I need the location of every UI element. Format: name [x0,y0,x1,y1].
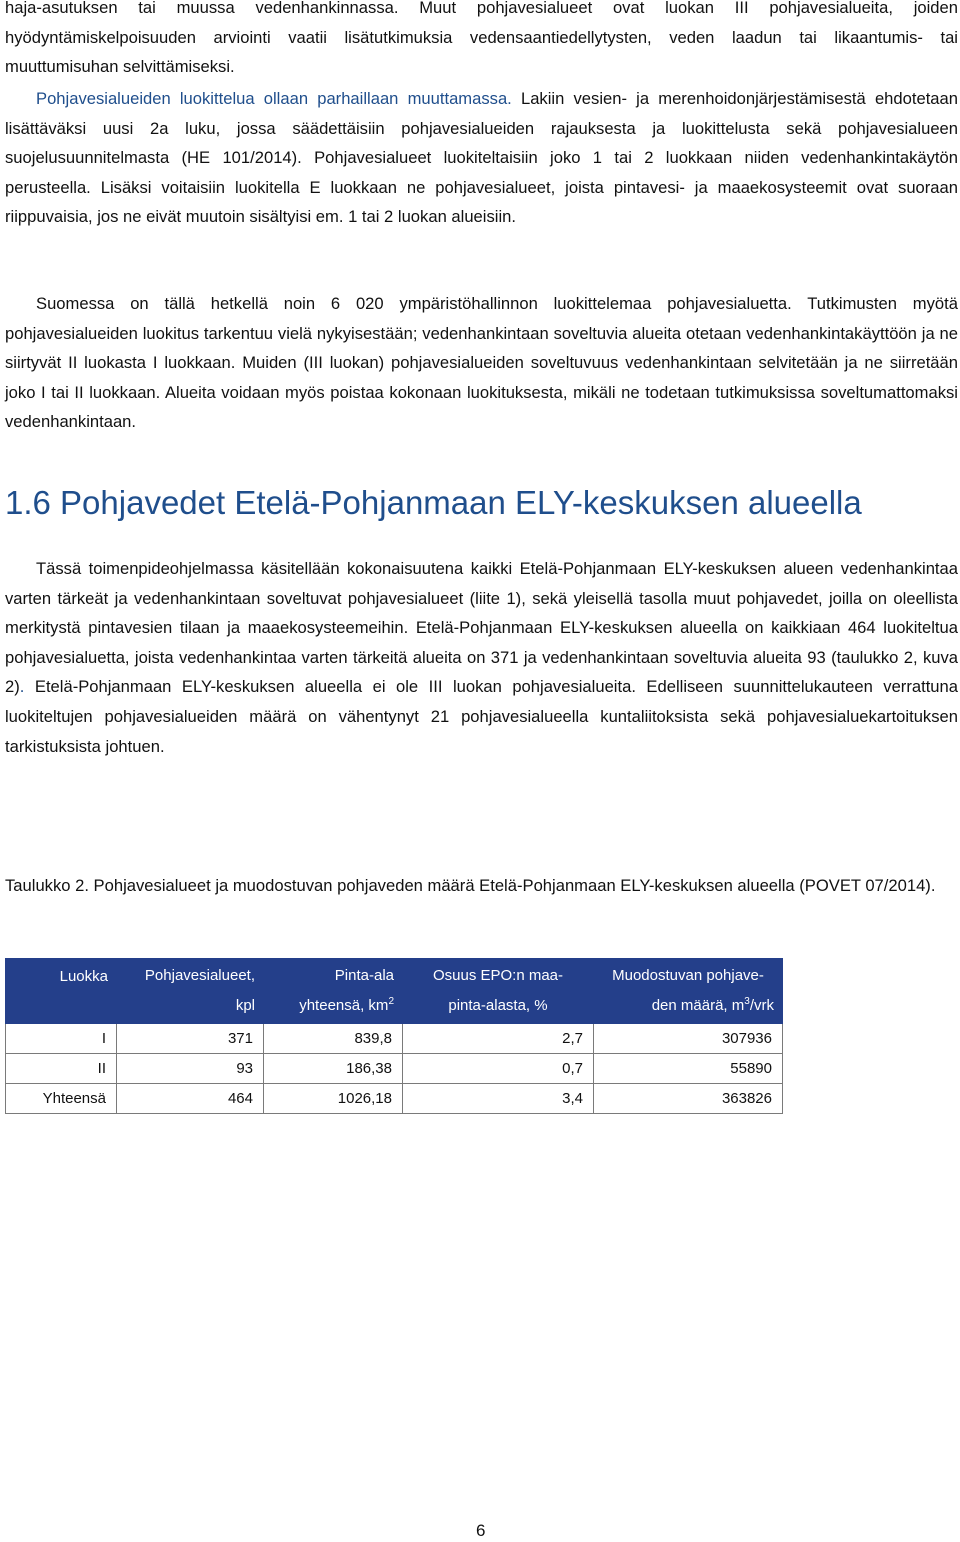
table-cell: 93 [117,1054,264,1084]
table-header-row [6,959,783,1024]
paragraph-4 [5,554,958,761]
paragraph-2-text: Lakiin vesien- ja merenhoidonjärjestämisestä ehdotetaan lisättäväksi uusi 2a luku, jossa säädettäisiin pohjavesialueiden rajauksesta ja luokittelusta sekä pohjavesialueen suojelusuunnitelmasta (HE 101/2014). Pohjavesialueet luokiteltaisiin joko 1 tai 2 luokkaan niiden vedenhankintakäytön perusteella. Lisäksi voitaisiin luokitella E luokkaan ne pohjavesialueet, joista pintavesi- ja maaekosysteemit ovat suoraan riippuvaisia, jos ne eivät muutoin sisältyisi em. 1 tai 2 luokan alueisiin. [5,89,958,227]
paragraph-3-text: Suomessa on tällä hetkellä noin 6 020 ympäristöhallinnon luokittelemaa pohjavesialuetta. Tutkimusten myötä pohjavesialueiden luokitus tarkentuu vielä nykyisestään; vedenhankintaan soveltuvia alueita otetaan vedenhankintakäyttöön ja ne siirtyvät II luokasta I luokkaan. Muiden (III luokan) pohjavesialueiden soveltuvuus vedenhankintaan selvitetään ja ne siirretään joko I tai II luokkaan. Alueita voidaan myös poistaa kokonaan luokituksesta, mikäli ne todetaan tutkimuksissa soveltumattomaksi vedenhankintaan. [5,294,958,432]
header-pinta-ala: Pinta-ala yhteensä, $km^2$ [264,959,403,1024]
table-cell: Yhteensä [6,1084,117,1114]
header-pohjavesialueet: Pohjavesialueet, kpl [117,959,264,1024]
header-osuus: Osuus EPO:n maa- pinta-alasta, % [403,959,594,1024]
table-cell: 1026,18 [264,1084,403,1114]
paragraph-1-text: haja-asutuksen tai muussa vedenhankinnassa. Muut pohjavesialueet ovat luokan III pohjavesialueita, joiden hyödyntämiskelpoisuuden arviointi vaatii lisätutkimuksia vedensaantiedellytysten, veden laadun tai likaantumis- tai muuttumisuhan selvittämiseksi. [5,0,958,77]
table-cell: 464 [117,1084,264,1114]
table-cell: 3,4 [403,1084,594,1114]
paragraph-1 [5,0,958,82]
data-table [5,958,783,1114]
header-luokka: Luokka [6,959,117,1024]
paragraph-4-text-b: Etelä-Pohjanmaan ELY-keskuksen alueella ei ole III luokan pohjavesialueita. Edelliseen suunnittelukauteen verrattuna luokiteltujen pohjavesialueiden määrä on vähentynyt 21 pohjavesialueella kuntaliitoksista sekä pohjavesialuekartoituksen tarkistuksista johtuen. [5,677,958,756]
table-cell: 363826 [594,1084,783,1114]
table-cell: II [6,1054,117,1084]
paragraph-2-highlight: Pohjavesialueiden luokittelua ollaan parhaillaan muuttamassa. [36,89,512,108]
table-cell: 55890 [594,1054,783,1084]
paragraph-2 [5,84,958,232]
table-cell: 371 [117,1024,264,1054]
table-cell: 0,7 [403,1054,594,1084]
table-row [6,1024,783,1054]
paragraph-3 [5,289,958,437]
header-muodostuvan: Muodostuvan pohjave- den määrä, $m^3$/vrk [594,959,783,1024]
table-cell: 307936 [594,1024,783,1054]
table-cell: 2,7 [403,1024,594,1054]
paragraph-4-text-a: Tässä toimenpideohjelmassa käsitellään kokonaisuutena kaikki Etelä-Pohjanmaan ELY-keskuksen alueen vedenhankintaa varten tärkeät ja vedenhankintaan soveltuvat pohjavesialueet (liite 1), sekä yleisellä tasolla muut pohjavedet, joilla on oleellista merkitystä pintavesien tilaan ja maaekosysteemeihin. Etelä-Pohjanmaan ELY-keskuksen alueella on kaikkiaan 464 luokiteltua pohjavesialuetta, joista vedenhankintaa varten tärkeitä alueita on 371 ja vedenhankintaan soveltuvia alueita 93 (taulukko 2, kuva 2) [5,559,958,697]
paragraph-4-blue-dot: . [19,677,25,697]
table-cell: 839,8 [264,1024,403,1054]
table-cell: I [6,1024,117,1054]
section-heading: 1.6 Pohjavedet Etelä-Pohjanmaan ELY-keskuksen alueella [5,484,862,521]
table-caption: Taulukko 2. Pohjavesialueet ja muodostuvan pohjaveden määrä Etelä-Pohjanmaan ELY-keskuksen alueella (POVET 07/2014). [5,876,936,895]
table-cell: 186,38 [264,1054,403,1084]
table-row [6,1054,783,1084]
page-number: 6 [476,1521,486,1540]
table-row [6,1084,783,1114]
